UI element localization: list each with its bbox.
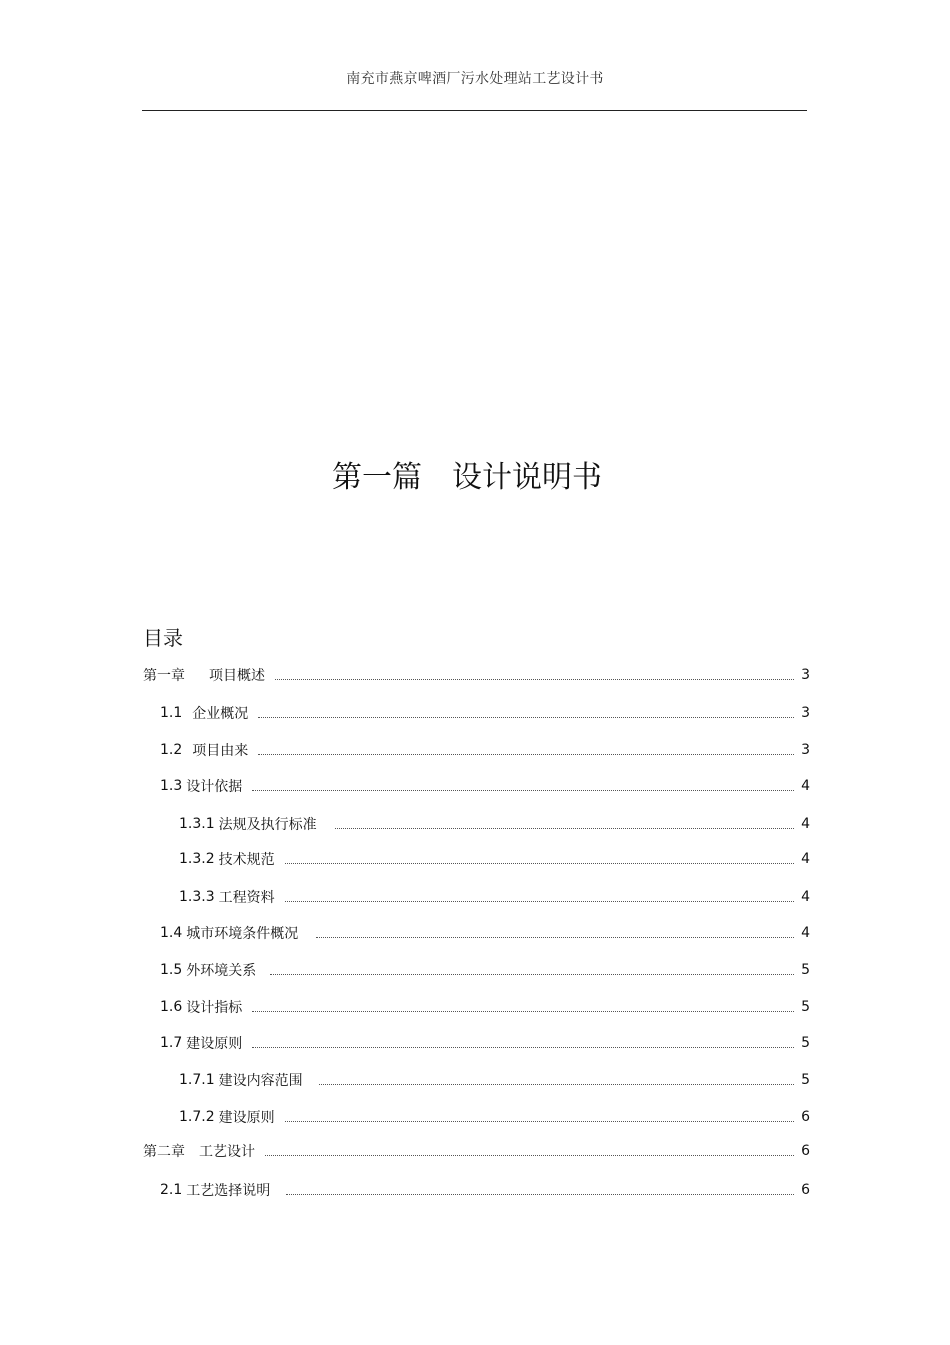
toc-entry[interactable] [179, 887, 810, 907]
dot-leader [285, 1121, 794, 1122]
toc-entry[interactable] [160, 1180, 810, 1200]
toc-entry-page: 5 [801, 1072, 810, 1088]
dot-leader [265, 1155, 794, 1156]
toc-entry-number: 1.1 [160, 705, 183, 721]
part-title: 第一篇 设计说明书 [332, 460, 602, 495]
toc-entry-page: 5 [801, 962, 810, 978]
toc-entry-title: 外环境关系 [186, 963, 257, 979]
toc-entry-page: 4 [801, 778, 810, 794]
toc-entry-number: 第二章 [143, 1144, 185, 1160]
toc-entry-title: 建设原则 [218, 1110, 275, 1126]
toc-entry-number: 1.7 [160, 1035, 183, 1051]
toc-entry-title: 工艺设计 [199, 1144, 255, 1160]
dot-leader [319, 1084, 794, 1085]
toc-entry[interactable] [160, 740, 810, 760]
dot-leader [252, 1047, 794, 1048]
toc-entry-title: 项目由来 [192, 743, 249, 759]
toc-entry-number: 1.4 [160, 925, 183, 941]
toc-entry-title: 企业概况 [192, 706, 249, 722]
toc-entry-number: 第一章 [143, 668, 185, 684]
toc-entry-number: 1.7.2 [179, 1109, 215, 1125]
running-header: 南充市燕京啤酒厂污水处理站工艺设计书 [346, 71, 604, 87]
toc-entry-number: 2.1 [160, 1182, 183, 1198]
toc-entry-page: 4 [801, 816, 810, 832]
toc-entry-title: 建设内容范围 [218, 1073, 303, 1089]
toc-entry-number: 1.6 [160, 999, 183, 1015]
toc-entry-title: 建设原则 [186, 1036, 243, 1052]
toc-entry-number: 1.3 [160, 778, 183, 794]
toc-entry[interactable] [179, 849, 810, 869]
toc-entry[interactable] [160, 997, 810, 1017]
toc-entry[interactable] [143, 665, 810, 685]
toc-entry-title: 项目概述 [209, 668, 265, 684]
dot-leader [335, 828, 794, 829]
toc-entry-number: 1.7.1 [179, 1072, 215, 1088]
toc-entry[interactable] [179, 1070, 810, 1090]
toc-entry-title: 设计依据 [186, 779, 243, 795]
toc-entry-page: 3 [801, 742, 810, 758]
toc-entry-page: 4 [801, 889, 810, 905]
toc-entry[interactable] [179, 814, 810, 834]
toc-entry[interactable] [160, 960, 810, 980]
dot-leader [252, 790, 794, 791]
toc-entry-page: 4 [801, 851, 810, 867]
toc-entry-page: 5 [801, 1035, 810, 1051]
toc-entry-number: 1.3.3 [179, 889, 215, 905]
dot-leader [258, 717, 794, 718]
toc-entry-page: 6 [801, 1109, 810, 1125]
toc-entry-page: 5 [801, 999, 810, 1015]
toc-entry-page: 6 [801, 1182, 810, 1198]
toc-entry-title: 城市环境条件概况 [186, 926, 299, 942]
dot-leader [285, 863, 794, 864]
toc-entry-title: 设计指标 [186, 1000, 243, 1016]
toc-entry-number: 1.3.1 [179, 816, 215, 832]
toc-heading: 目录 [143, 626, 183, 650]
toc-entry-title: 法规及执行标准 [218, 817, 317, 833]
dot-leader [316, 937, 794, 938]
toc-entry-page: 3 [801, 667, 810, 683]
toc-entry-title: 技术规范 [218, 852, 275, 868]
toc-entry[interactable] [160, 1033, 810, 1053]
dot-leader [270, 974, 794, 975]
toc-entry-page: 6 [801, 1143, 810, 1159]
toc-entry-number: 1.2 [160, 742, 183, 758]
dot-leader [285, 901, 794, 902]
dot-leader [252, 1011, 794, 1012]
toc-entry-number: 1.3.2 [179, 851, 215, 867]
dot-leader [275, 679, 794, 680]
toc-entry-page: 3 [801, 705, 810, 721]
dot-leader [258, 754, 794, 755]
toc-entry[interactable] [160, 703, 810, 723]
toc-entry[interactable] [160, 923, 810, 943]
toc-entry-title: 工艺选择说明 [186, 1183, 271, 1199]
toc-entry[interactable] [160, 776, 810, 796]
dot-leader [286, 1194, 794, 1195]
toc-entry[interactable] [143, 1141, 810, 1161]
toc-entry-page: 4 [801, 925, 810, 941]
toc-entry-title: 工程资料 [218, 890, 275, 906]
toc-entry[interactable] [179, 1107, 810, 1127]
toc-entry-number: 1.5 [160, 962, 183, 978]
